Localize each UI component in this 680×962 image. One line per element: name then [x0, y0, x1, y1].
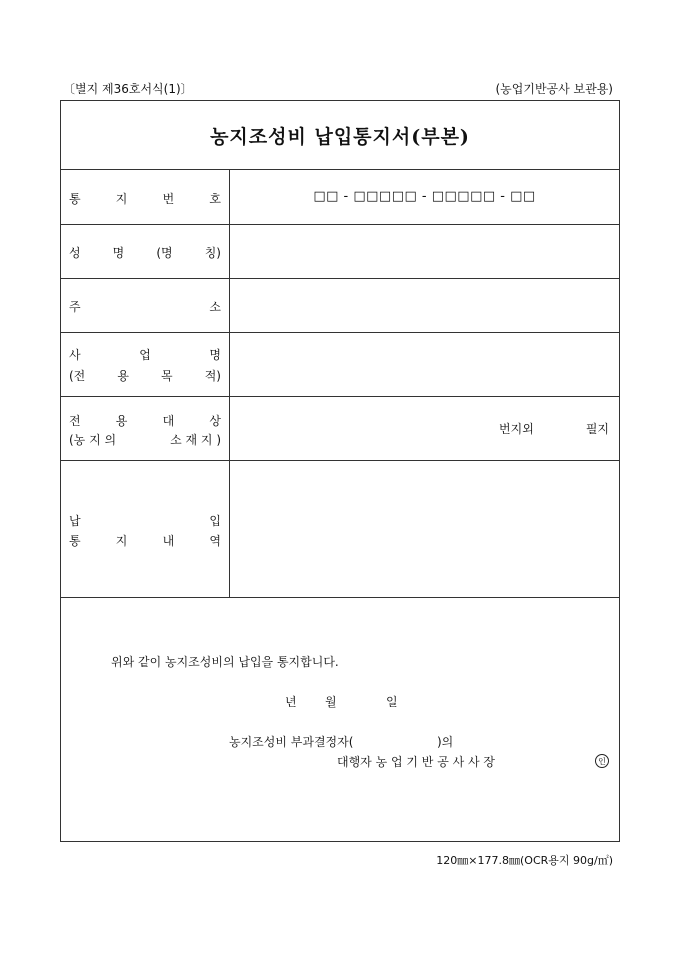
row-name — [61, 224, 619, 279]
label-name: 성 명 (명 칭) — [61, 224, 230, 278]
payment-details-field[interactable] — [230, 460, 619, 597]
row-project — [61, 332, 619, 397]
notice-statement-section — [61, 597, 619, 841]
paper-spec: 120㎜×177.8㎜(OCR용지 90g/㎡) — [436, 854, 613, 867]
date-month: 월 — [325, 695, 337, 709]
label-notice-number: 통 지 번 호 — [61, 169, 230, 224]
label-address: 주 소 — [61, 278, 230, 332]
decider-suffix: )의 — [437, 735, 454, 749]
name-field[interactable] — [230, 224, 619, 278]
retention-note: (농업기반공사 보관용) — [495, 82, 613, 96]
date-year: 년 — [285, 695, 297, 709]
address-field[interactable] — [230, 278, 619, 332]
seal-icon: 인 — [595, 754, 609, 768]
date-day: 일 — [386, 695, 398, 709]
form-number: 〔별지 제36호서식(1)〕 — [63, 82, 193, 96]
project-field[interactable] — [230, 332, 619, 396]
row-notice-number — [61, 169, 619, 225]
notice-number-boxes: □□ - □□□□□ - □□□□□ - □□ — [313, 189, 536, 204]
form-title: 농지조성비 납입통지서(부본) — [61, 101, 619, 170]
row-payment — [61, 460, 619, 598]
label-payment: 납 입 통 지 내 역 — [61, 460, 230, 597]
decider-label: 농지조성비 부과결정자( — [229, 735, 354, 749]
label-target-land: 전 용 대 상 (농 지 의 소 재 지 ) — [61, 396, 230, 460]
target-land-field[interactable] — [230, 396, 619, 460]
agent-label: 대행자 농 업 기 반 공 사 사 장 — [337, 755, 496, 769]
label-project: 사 업 명 (전 용 목 적) — [61, 332, 230, 396]
notice-form — [60, 100, 620, 842]
lot-parcel-text: 번지외 필지 — [499, 421, 609, 436]
notice-statement: 위와 같이 농지조성비의 납입을 통지합니다. — [111, 655, 339, 669]
row-target-land — [61, 396, 619, 461]
row-address — [61, 278, 619, 333]
notice-number-field[interactable] — [230, 169, 619, 224]
